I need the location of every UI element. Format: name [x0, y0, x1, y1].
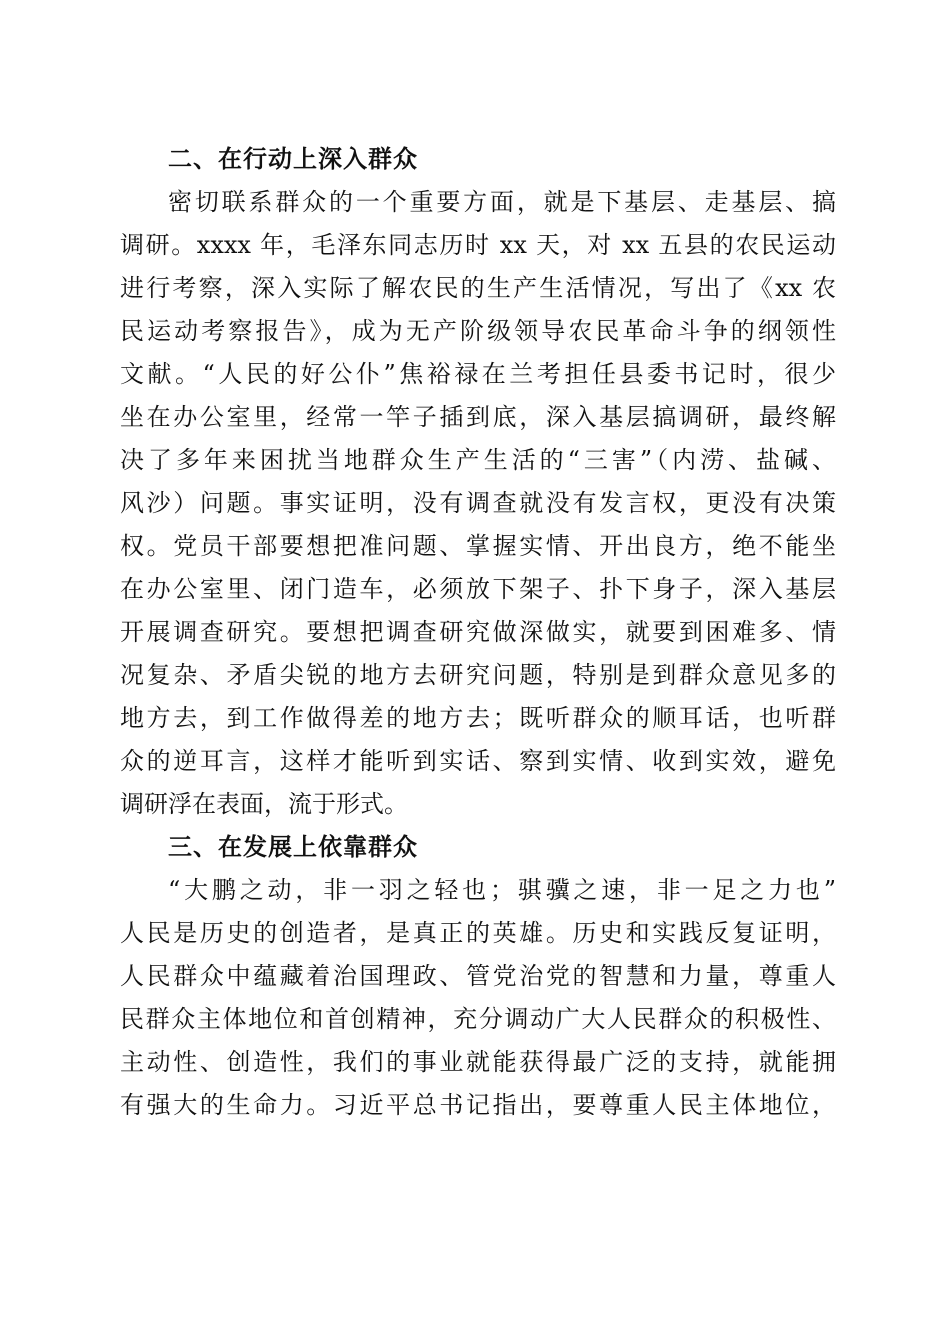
text-line: 有强大的生命力。习近平总书记指出，要尊重人民主体地位，: [120, 1091, 836, 1119]
text-line: 风沙）问题。事实证明，没有调查就没有发言权，更没有决策: [120, 489, 836, 517]
section-3-paragraph: [120, 869, 836, 1127]
text-line: 在办公室里、闭门造车，必须放下架子、扑下身子，深入基层: [120, 575, 836, 603]
text-line: 众的逆耳言，这样才能听到实话、察到实情、收到实效，避免: [120, 747, 836, 775]
document-body: [120, 138, 836, 1127]
text-line: “大鹏之动，非一羽之轻也；骐骥之速，非一足之力也”: [168, 876, 836, 904]
text-line: 调研浮在表面，流于形式。: [120, 790, 408, 818]
text-line: 密切联系群众的一个重要方面，就是下基层、走基层、搞: [168, 188, 836, 216]
text-line: 主动性、创造性，我们的事业就能获得最广泛的支持，就能拥: [120, 1048, 836, 1076]
text-line: 人民是历史的创造者，是真正的英雄。历史和实践反复证明，: [120, 919, 836, 947]
text-line: 进行考察，深入实际了解农民的生产生活情况，写出了《xx 农: [120, 274, 836, 302]
section-heading-2: 二、在行动上深入群众: [168, 145, 418, 173]
text-line: 民运动考察报告》，成为无产阶级领导农民革命斗争的纲领性: [120, 317, 836, 345]
text-line: 权。党员干部要想把准问题、掌握实情、开出良方，绝不能坐: [120, 532, 836, 560]
text-line: 况复杂、矛盾尖锐的地方去研究问题，特别是到群众意见多的: [120, 661, 836, 689]
text-line: 民群众主体地位和首创精神，充分调动广大人民群众的积极性、: [120, 1005, 836, 1033]
section-heading-3: 三、在发展上依靠群众: [168, 833, 418, 861]
section-2-paragraph: [120, 181, 836, 826]
text-line: 地方去，到工作做得差的地方去；既听群众的顺耳话，也听群: [120, 704, 836, 732]
text-line: 调研。xxxx 年，毛泽东同志历时 xx 天，对 xx 五县的农民运动: [120, 231, 836, 259]
text-line: 人民群众中蕴藏着治国理政、管党治党的智慧和力量，尊重人: [120, 962, 836, 990]
text-line: 坐在办公室里，经常一竿子插到底，深入基层搞调研，最终解: [120, 403, 836, 431]
text-line: 文献。“人民的好公仆”焦裕禄在兰考担任县委书记时，很少: [120, 360, 836, 388]
text-line: 决了多年来困扰当地群众生产生活的“三害”（内涝、盐碱、: [120, 446, 836, 474]
text-line: 开展调查研究。要想把调查研究做深做实，就要到困难多、情: [120, 618, 836, 646]
